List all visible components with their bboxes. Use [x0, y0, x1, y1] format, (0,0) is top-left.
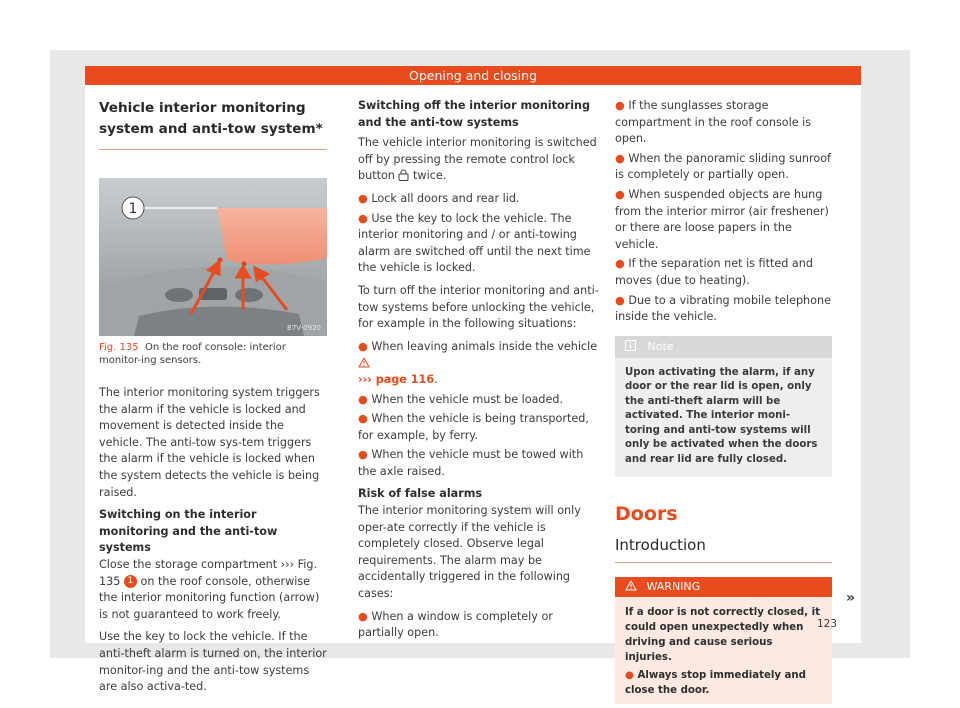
- warning-triangle-icon: [625, 580, 637, 591]
- svg-text:1: 1: [128, 201, 138, 217]
- subheading: Switching on the interior monitoring and the anti-tow systems: [99, 508, 278, 555]
- list-item: ● If the sunglasses storage compartment in the roof console is open.: [615, 99, 812, 146]
- column-left: [99, 98, 327, 702]
- note-text: Upon activating the alarm, if any door or the rear lid is open, only the anti-theft alarm will be activated. The interior moni-toring and anti-tow systems will only be activated when the doors and rear lid are fully closed.: [625, 366, 818, 465]
- paragraph: The interior monitoring system will only oper-ate correctly if the vehicle is completely closed. Observe legal requirements. The alarm may be accidentally triggered in the following cases:: [358, 504, 581, 601]
- section-title: Vehicle interior monitoring system and anti-tow system*: [99, 98, 327, 150]
- bullet-icon: ●: [358, 392, 372, 406]
- paragraph: The interior monitoring system triggers the alarm if the vehicle is locked and movement is detected inside the vehicle. The anti-tow sys-tem triggers the alarm if the vehicle is locked when the system detects the vehicle is being raised.: [99, 386, 320, 499]
- roof-console-illustration: [99, 178, 327, 336]
- section-heading-doors: Doors: [615, 503, 678, 526]
- bullet-icon: ●: [358, 412, 372, 426]
- chapter-header: Opening and closing: [85, 66, 861, 85]
- bullet-icon: ●: [358, 211, 372, 225]
- page-number: 123: [817, 618, 838, 630]
- list-item: ● When leaving animals inside the vehicle ››› page 116.: [358, 339, 598, 386]
- paragraph: The vehicle interior monitoring is switched off by pressing the remote control lock button twice.: [358, 136, 597, 183]
- note-header: [615, 336, 832, 358]
- list-item: ● Due to a vibrating mobile telephone inside the vehicle.: [615, 293, 831, 324]
- subsection-title: Introduction: [615, 537, 832, 563]
- paragraph: To turn off the interior monitoring and anti-tow systems before unlocking the vehicle, for example in the following situations:: [358, 283, 599, 331]
- list-item: ● When the vehicle must be towed with the axle raised.: [358, 448, 584, 478]
- continued-mark: »: [846, 590, 856, 606]
- callout-badge: 1: [124, 575, 137, 588]
- warning-box: [615, 577, 832, 704]
- warning-triangle-icon: [358, 357, 370, 368]
- bullet-icon: ●: [625, 669, 638, 681]
- warning-title: WARNING: [646, 579, 701, 593]
- bullet-icon: ●: [615, 257, 629, 271]
- warning-header: [615, 577, 832, 597]
- list-item: ● When suspended objects are hung from the interior mirror (air freshener) or there are loose papers in the vehicle.: [615, 187, 829, 251]
- list-item: ● Use the key to lock the vehicle. The interior monitoring and / or anti-towing alarm are switched off until the next time the vehicle is locked.: [358, 211, 591, 275]
- list-item: ● Lock all doors and rear lid.: [358, 191, 520, 205]
- bullet-icon: ●: [358, 191, 372, 205]
- bullet-icon: ●: [358, 609, 372, 623]
- bullet-icon: ●: [358, 339, 372, 353]
- list-item: ● If the separation net is fitted and moves (due to heating).: [615, 257, 813, 287]
- note-box: [615, 336, 832, 478]
- figure-reference-link[interactable]: ››› Fig. 135: [99, 557, 318, 588]
- bullet-icon: ●: [615, 293, 629, 307]
- paragraph: Close the storage compartment ››› Fig. 135 1 on the roof console, otherwise the interior monitoring function (arrow) is not guaranteed to work freely.: [99, 557, 320, 621]
- lock-icon: [398, 169, 409, 181]
- figure-caption: [99, 341, 327, 367]
- bullet-icon: ●: [615, 99, 629, 112]
- svg-text:B7V-0920: B7V-0920: [287, 324, 321, 332]
- bullet-icon: ●: [358, 448, 372, 462]
- bullet-icon: ●: [615, 187, 629, 201]
- column-middle: [358, 98, 599, 645]
- note-title: Note: [647, 339, 674, 353]
- list-item: ● Always stop immediately and close the door.: [625, 669, 806, 696]
- bullet-icon: ●: [615, 151, 629, 165]
- info-icon: [625, 340, 636, 351]
- figure-number: Fig. 135: [99, 342, 139, 353]
- list-item: ● When the panoramic sliding sunroof is completely or partially open.: [615, 151, 831, 182]
- subheading: Risk of false alarms: [358, 487, 483, 501]
- page-reference-link[interactable]: ››› page 116: [358, 372, 435, 386]
- list-item: ● When the vehicle must be loaded.: [358, 392, 564, 406]
- figure-caption-text: On the roof console: interior monitor-ing sensors.: [99, 342, 286, 366]
- figure-roof-console: [99, 178, 327, 336]
- subheading: Switching off the interior monitoring and the anti-tow systems: [358, 99, 590, 129]
- list-item: ● When a window is completely or partially open.: [358, 609, 553, 640]
- paragraph: Use the key to lock the vehicle. If the anti-theft alarm is turned on, the interior monitor-ing and the anti-tow systems are also activa-ted.: [99, 630, 327, 694]
- column-right: [615, 98, 832, 704]
- list-item: ● When the vehicle is being transported, for example, by ferry.: [358, 412, 589, 442]
- warning-text: If a door is not correctly closed, it could open unexpectedly when driving and cause serious injuries. ● Always stop immediately and close the door.: [615, 597, 832, 704]
